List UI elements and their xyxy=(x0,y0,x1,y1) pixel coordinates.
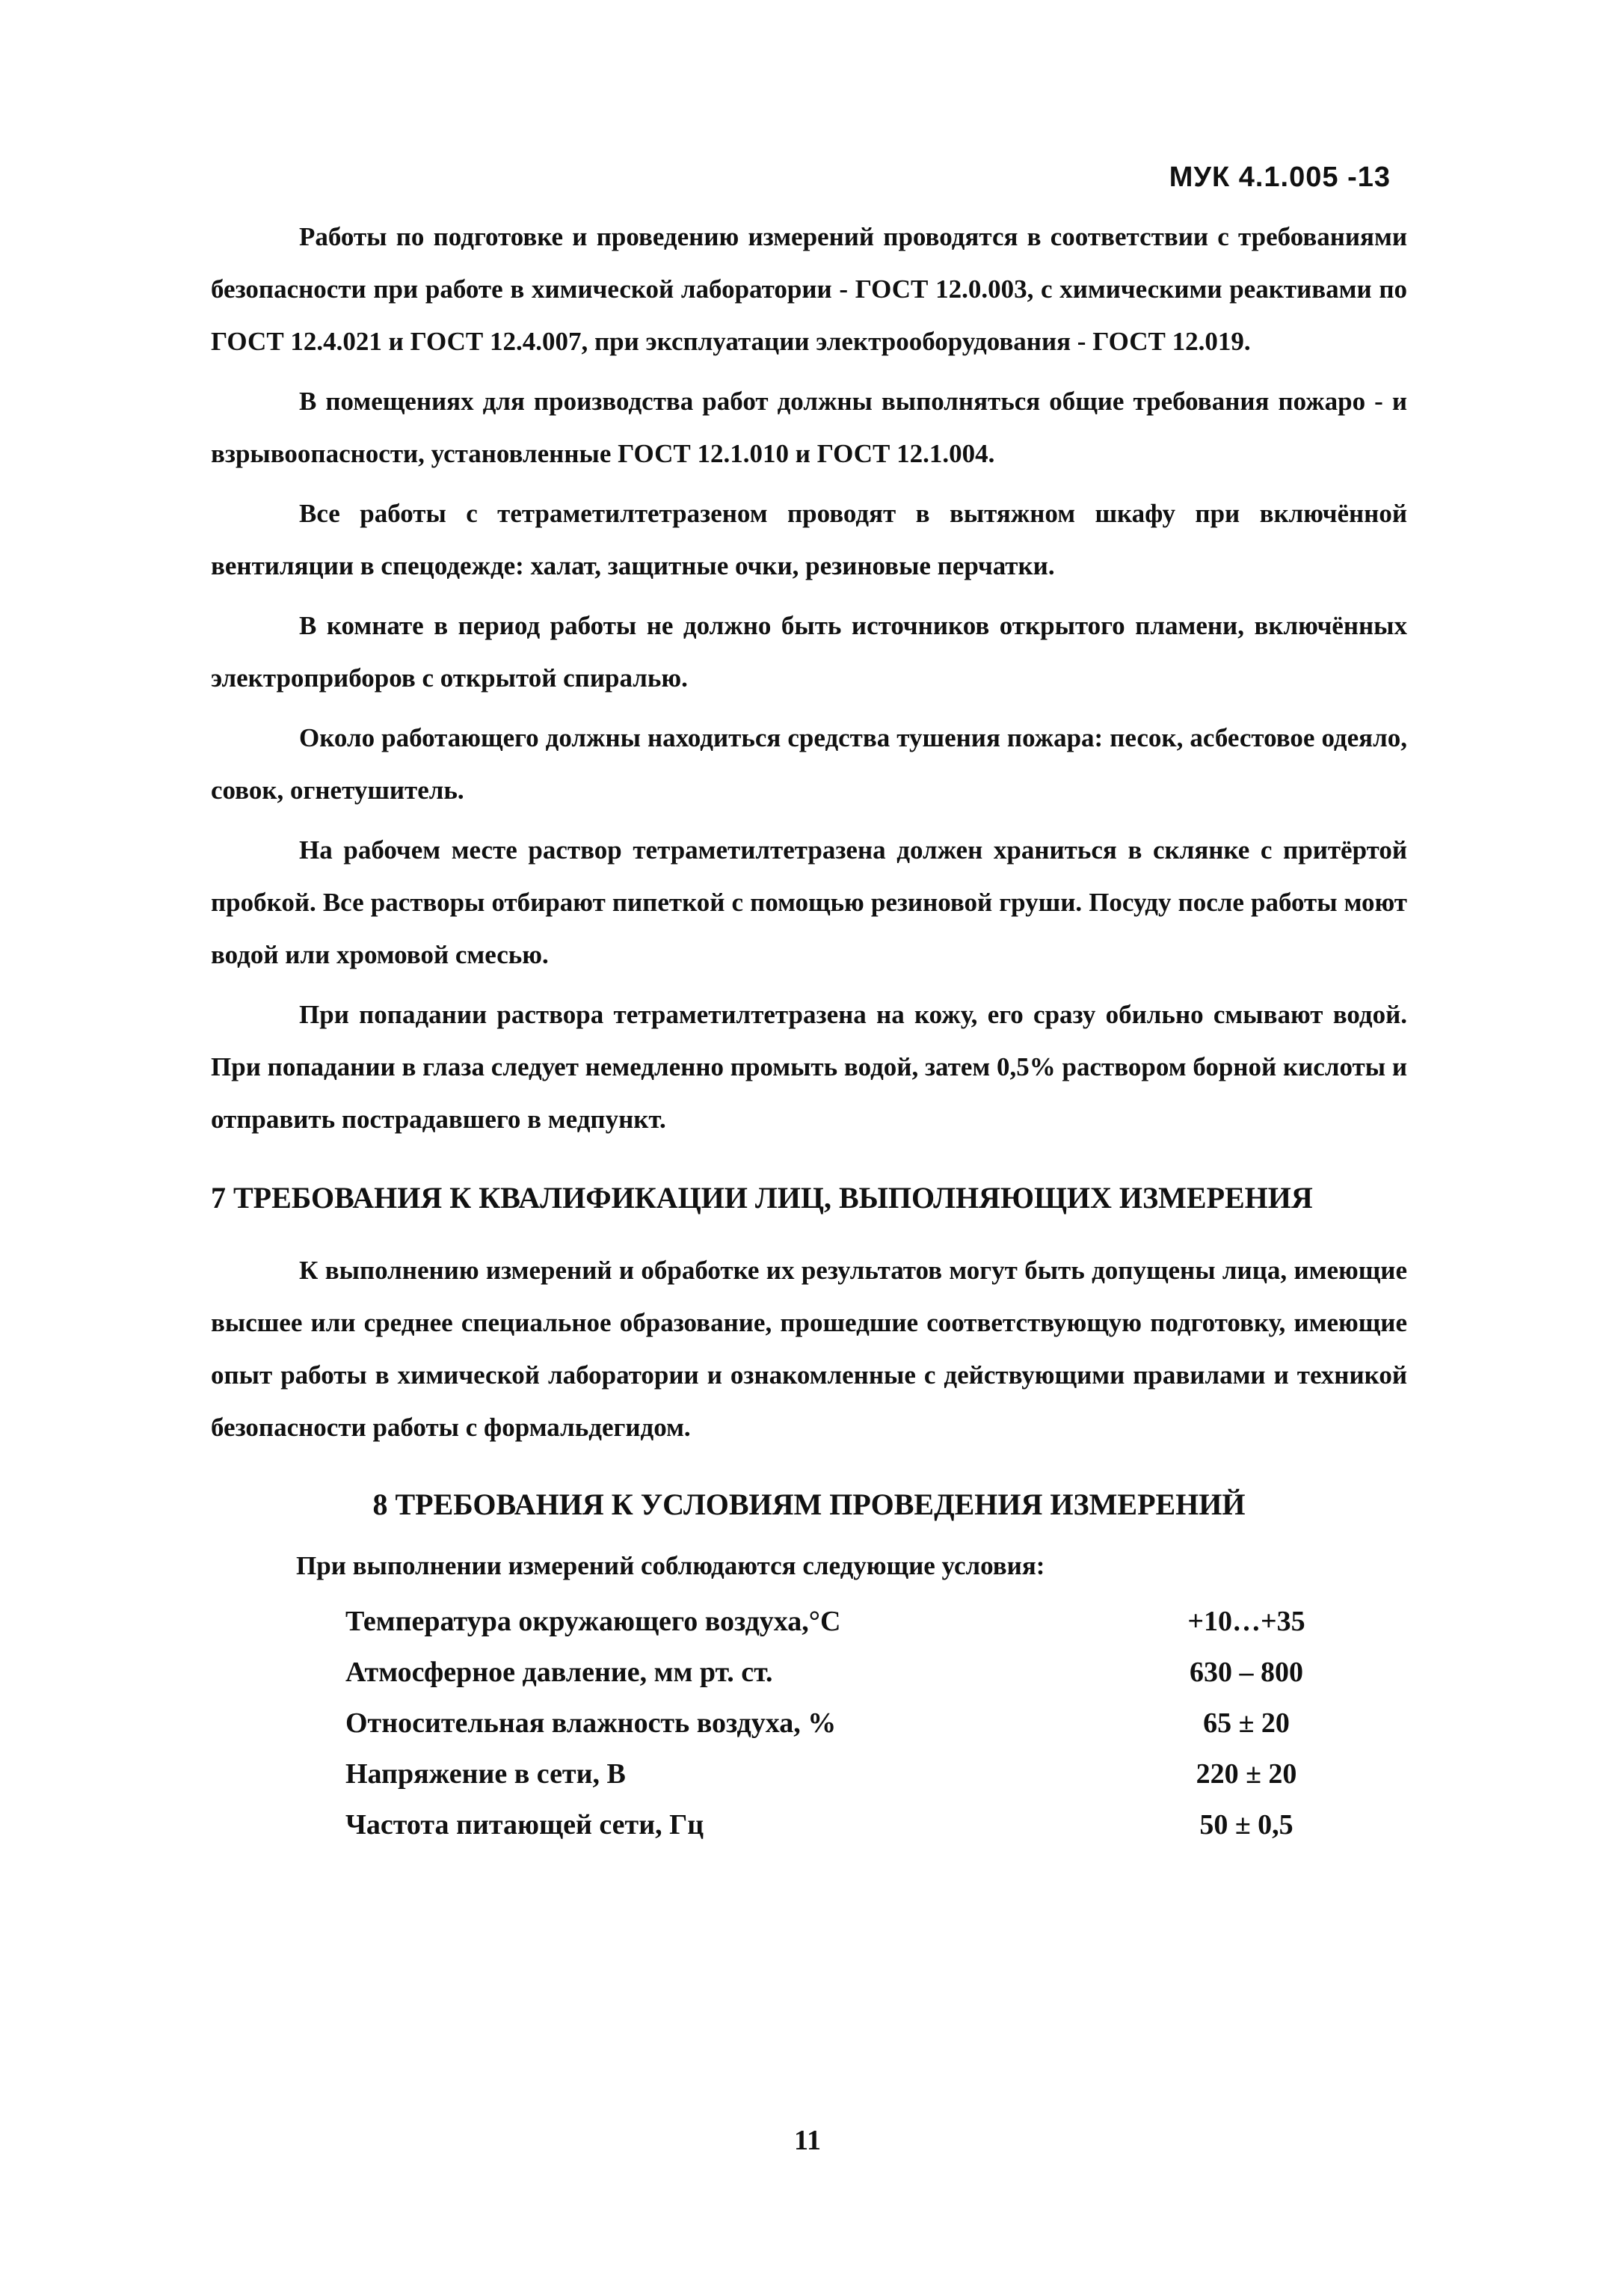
condition-label: Температура окружающего воздуха,°С xyxy=(345,1606,841,1637)
paragraph-solution-storage: На рабочем месте раствор тетраметилтетразена должен храниться в склянке с притёртой пробкой. Все растворы отбирают пипеткой с помощью резиновой груши. Посуду после работы моют водой или хромовой смесью. xyxy=(211,835,1407,969)
condition-label: Частота питающей сети, Гц xyxy=(345,1809,704,1841)
condition-label: Атмосферное давление, мм рт. ст. xyxy=(345,1657,773,1688)
paragraph-fire-safety: В помещениях для производства работ должны выполняться общие требования пожаро - и взрывоопасности, установленные ГОСТ 12.1.010 и ГОСТ 12.1.004. xyxy=(211,387,1407,468)
condition-value: +10…+35 xyxy=(1187,1606,1305,1637)
condition-row-pressure xyxy=(211,1647,1407,1698)
condition-value: 65 ± 20 xyxy=(1203,1707,1290,1739)
condition-value: 50 ± 0,5 xyxy=(1199,1809,1293,1841)
paragraph-safety-requirements: Работы по подготовке и проведению измерений проводятся в соответствии с требованиями безопасности при работе в химической лаборатории - ГОСТ 12.0.003, с химическими реактивами по ГОСТ 12.4.021 и ГОСТ 12.4.007, при эксплуатации электрооборудования - ГОСТ 12.019. xyxy=(211,222,1407,356)
section-8-intro: При выполнении измерений соблюдаются следующие условия: xyxy=(296,1551,1045,1580)
document-body xyxy=(211,211,1407,1850)
section-7-text: К выполнению измерений и обработке их результатов могут быть допущены лица, имеющие высшее или среднее специальное образование, прошедшие соответствующую подготовку, имеющие опыт работы в химической лаборатории и ознакомленные с действующими правилами и техникой безопасности работы с формальдегидом. xyxy=(211,1256,1407,1442)
condition-row-frequency xyxy=(211,1799,1407,1850)
condition-row-voltage xyxy=(211,1749,1407,1799)
section-8-heading: 8 ТРЕБОВАНИЯ К УСЛОВИЯМ ПРОВЕДЕНИЯ ИЗМЕРЕНИЙ xyxy=(372,1488,1246,1521)
section-7-heading: 7 ТРЕБОВАНИЯ К КВАЛИФИКАЦИИ ЛИЦ, ВЫПОЛНЯЮЩИХ ИЗМЕРЕНИЯ xyxy=(211,1181,1313,1215)
document-code: МУК 4.1.005 -13 xyxy=(1169,162,1391,193)
paragraph-first-aid: При попадании раствора тетраметилтетразена на кожу, его сразу обильно смывают водой. При попадании в глаза следует немедленно промыть водой, затем 0,5% раствором борной кислоты и отправить пострадавшего в медпункт. xyxy=(211,1000,1407,1134)
condition-label: Относительная влажность воздуха, % xyxy=(345,1707,837,1739)
conditions-list xyxy=(211,1596,1407,1850)
page-number: 11 xyxy=(794,2125,821,2156)
paragraph-open-flame: В комнате в период работы не должно быть источников открытого пламени, включённых электроприборов с открытой спиралью. xyxy=(211,611,1407,693)
condition-row-humidity xyxy=(211,1698,1407,1749)
condition-value: 630 – 800 xyxy=(1190,1657,1303,1688)
paragraph-fire-extinguishing: Около работающего должны находиться средства тушения пожара: песок, асбестовое одеяло, совок, огнетушитель. xyxy=(211,723,1407,805)
condition-row-temperature xyxy=(211,1596,1407,1647)
paragraph-fume-hood: Все работы с тетраметилтетразеном проводят в вытяжном шкафу при включённой вентиляции в спецодежде: халат, защитные очки, резиновые перчатки. xyxy=(211,499,1407,580)
condition-label: Напряжение в сети, В xyxy=(345,1758,626,1790)
condition-value: 220 ± 20 xyxy=(1196,1758,1297,1790)
